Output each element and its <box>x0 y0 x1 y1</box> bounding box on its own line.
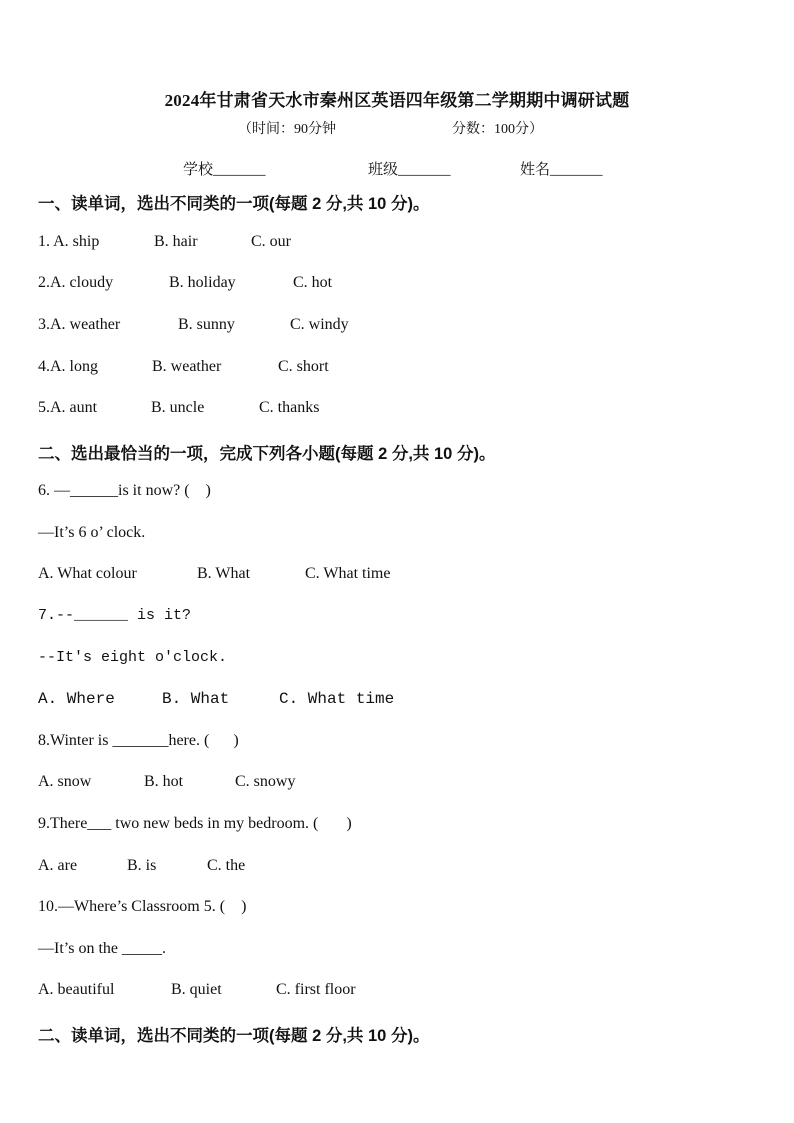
option-a: 1. A. ship <box>38 233 100 250</box>
option-b: B. uncle <box>151 399 205 416</box>
option-a: A. What colour <box>38 565 137 582</box>
question-5 <box>38 399 758 421</box>
question-1 <box>38 233 758 255</box>
option-b: B. hot <box>144 773 184 790</box>
question-9-options <box>38 857 758 879</box>
option-b: B. sunny <box>178 316 235 333</box>
question-8-stem: 8.Winter is _______here. ( ) <box>38 732 239 749</box>
question-6-stem: 6. —______is it now? ( ) <box>38 482 211 499</box>
option-b: B. quiet <box>171 981 222 998</box>
option-b: B. weather <box>152 358 222 375</box>
option-c: C. first floor <box>276 981 356 998</box>
question-4 <box>38 358 758 380</box>
section-heading-3: 二、读单词，选出不同类的一项(每题 2 分,共 10 分)。 <box>38 1027 430 1045</box>
question-7-options <box>38 690 758 712</box>
option-a: A. are <box>38 857 78 874</box>
option-c: C. snowy <box>235 773 296 790</box>
option-b: B. is <box>127 857 157 874</box>
option-a: 5.A. aunt <box>38 399 98 416</box>
option-c: C. What time <box>279 690 395 708</box>
question-6-answer: —It’s 6 o’ clock. <box>38 524 146 541</box>
option-c: C. thanks <box>259 399 320 416</box>
option-a: 4.A. long <box>38 358 98 375</box>
option-b: B. What <box>162 690 230 708</box>
school-field: 学校_______ <box>183 162 266 178</box>
option-a: 2.A. cloudy <box>38 274 114 291</box>
question-3 <box>38 316 758 338</box>
option-b: B. What <box>197 565 251 582</box>
question-6-options <box>38 565 758 587</box>
option-a: A. beautiful <box>38 981 115 998</box>
option-a: A. Where <box>38 690 115 708</box>
option-c: C. the <box>207 857 246 874</box>
question-7-answer: --It's eight o'clock. <box>38 649 228 666</box>
class-field: 班级_______ <box>368 162 451 178</box>
question-10-options <box>38 981 758 1003</box>
exam-score: 分数：100分） <box>452 122 543 137</box>
name-field: 姓名_______ <box>520 162 603 178</box>
question-7-stem: 7.--______ is it? <box>38 607 192 624</box>
student-info <box>0 158 794 180</box>
option-a: A. snow <box>38 773 92 790</box>
question-10-answer: —It’s on the _____. <box>38 940 166 957</box>
option-c: C. hot <box>293 274 333 291</box>
option-c: C. windy <box>290 316 349 333</box>
question-8-options <box>38 773 758 795</box>
question-10-stem: 10.—Where’s Classroom 5. ( ) <box>38 898 247 915</box>
option-b: B. holiday <box>169 274 236 291</box>
option-c: C. short <box>278 358 329 375</box>
section-heading-2: 二、选出最恰当的一项，完成下列各小题(每题 2 分,共 10 分)。 <box>38 445 496 463</box>
option-c: C. What time <box>305 565 391 582</box>
exam-time: （时间：90分钟 <box>238 122 336 137</box>
option-a: 3.A. weather <box>38 316 121 333</box>
question-2 <box>38 274 758 296</box>
exam-meta <box>0 118 794 138</box>
question-9-stem: 9.There___ two new beds in my bedroom. ( ) <box>38 815 352 832</box>
option-c: C. our <box>251 233 291 250</box>
section-heading-1: 一、读单词，选出不同类的一项(每题 2 分,共 10 分)。 <box>38 195 430 213</box>
page-title: 2024年甘肃省天水市秦州区英语四年级第二学期期中调研试题 <box>164 91 630 110</box>
option-b: B. hair <box>154 233 198 250</box>
